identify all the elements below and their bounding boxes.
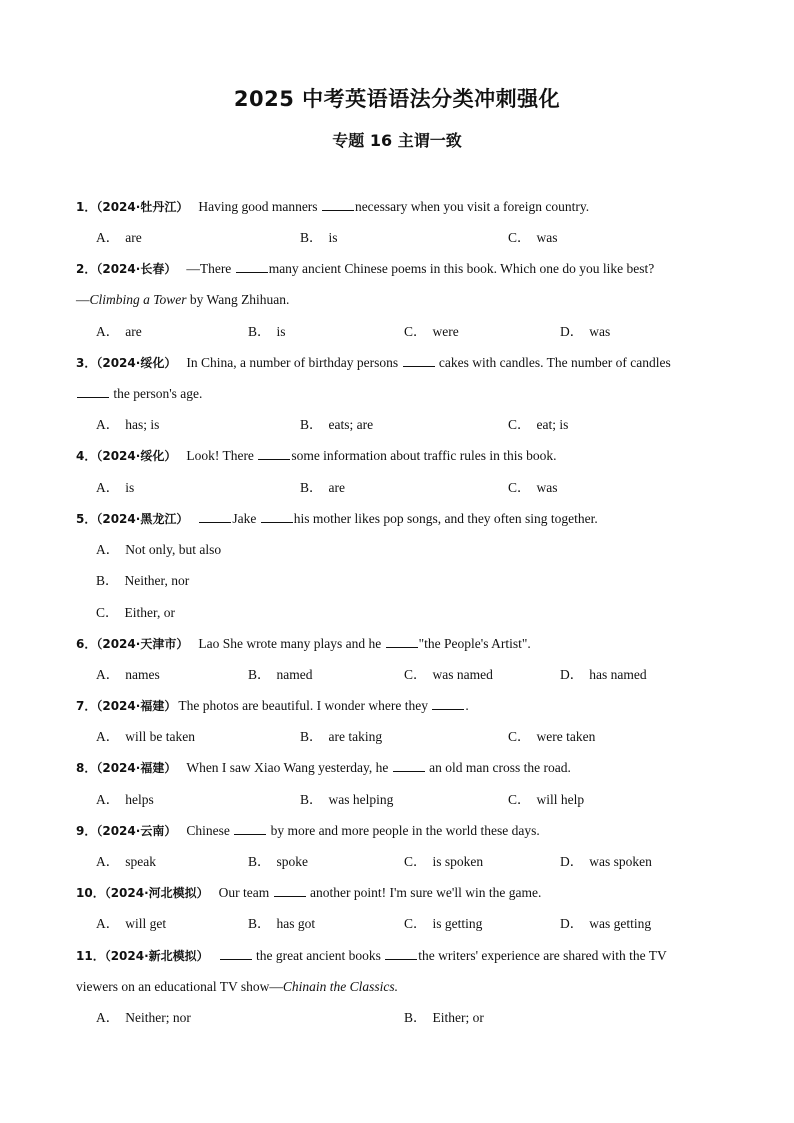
answer-blank[interactable]: [432, 697, 464, 710]
option-text: was spoken: [589, 854, 652, 869]
option-text: is spoken: [432, 854, 484, 869]
option-label: B．: [300, 417, 323, 432]
option-d[interactable]: [560, 666, 647, 684]
option-text: spoke: [276, 854, 309, 869]
question-text: cakes with candles. The number of candles: [435, 355, 671, 370]
option-b[interactable]: [300, 791, 393, 809]
question-text: When I saw Xiao Wang yesterday, he: [186, 760, 392, 775]
question-text: his mother likes pop songs, and they often sing together.: [293, 511, 598, 526]
question-source: （2024·新北模拟）: [104, 949, 209, 963]
option-c[interactable]: [508, 791, 584, 809]
option-text: speak: [125, 854, 156, 869]
option-label: C．: [508, 230, 531, 245]
question-text: Look! There: [186, 448, 258, 463]
option-a[interactable]: [96, 728, 195, 746]
option-text: has got: [276, 916, 316, 931]
answer-blank[interactable]: [258, 447, 290, 460]
option-label: C．: [508, 792, 531, 807]
question-source: （2024·云南）: [96, 824, 177, 838]
option-label: D．: [560, 916, 584, 931]
option-b[interactable]: [248, 666, 313, 684]
option-c[interactable]: [404, 915, 482, 933]
question-text: Climbing a Tower: [89, 292, 187, 307]
question-number: 10．: [76, 886, 105, 900]
question-2: [76, 260, 736, 278]
answer-blank[interactable]: [322, 198, 354, 211]
question-text: Chinain the Classics.: [282, 979, 398, 994]
option-text: will be taken: [125, 729, 195, 744]
option-c[interactable]: [404, 666, 493, 684]
option-text: Neither; nor: [125, 1010, 191, 1025]
option-text: will help: [536, 792, 585, 807]
option-label: C．: [96, 605, 119, 620]
question-source: （2024·河北模拟）: [104, 886, 209, 900]
option-label: C．: [404, 324, 427, 339]
option-c[interactable]: [508, 728, 595, 746]
option-text: eats; are: [328, 417, 374, 432]
option-text: Neither, nor: [124, 573, 190, 588]
answer-blank[interactable]: [385, 947, 417, 960]
answer-blank[interactable]: [261, 510, 293, 523]
question-11-line-2: [76, 978, 736, 996]
question-text: Chinese: [186, 823, 234, 838]
option-text: eat; is: [536, 417, 569, 432]
option-b[interactable]: [96, 572, 189, 590]
answer-blank[interactable]: [236, 260, 268, 273]
option-label: A．: [96, 417, 120, 432]
option-label: B．: [300, 230, 323, 245]
option-a[interactable]: [96, 229, 142, 247]
option-text: was helping: [328, 792, 394, 807]
question-text: The photos are beautiful. I wonder where they: [178, 698, 432, 713]
question-number: 3．: [76, 356, 97, 370]
question-3-line-2: [76, 385, 736, 403]
option-label: A．: [96, 324, 120, 339]
question-7: [76, 697, 736, 715]
option-d[interactable]: [560, 323, 610, 341]
option-label: A．: [96, 729, 120, 744]
option-c[interactable]: [404, 323, 459, 341]
question-text: viewers on an educational TV show—: [76, 979, 283, 994]
option-text: is: [328, 230, 338, 245]
question-number: 1．: [76, 200, 97, 214]
option-label: D．: [560, 667, 584, 682]
question-8: [76, 759, 736, 777]
question-text: .: [465, 698, 469, 713]
option-c[interactable]: [96, 604, 175, 622]
question-number: 9．: [76, 824, 97, 838]
option-text: was getting: [589, 916, 652, 931]
option-b[interactable]: [404, 1009, 484, 1027]
option-a[interactable]: [96, 323, 142, 341]
question-text: Having good manners: [198, 199, 321, 214]
option-b[interactable]: [300, 229, 338, 247]
question-5: [76, 510, 736, 528]
question-text: Our team: [218, 885, 273, 900]
option-b[interactable]: [300, 416, 373, 434]
option-c[interactable]: [404, 853, 483, 871]
question-number: 4．: [76, 449, 97, 463]
question-source: （2024·天津市）: [96, 637, 189, 651]
option-label: C．: [508, 729, 531, 744]
question-number: 5．: [76, 512, 97, 526]
question-text: Lao She wrote many plays and he: [198, 636, 385, 651]
option-label: A．: [96, 230, 120, 245]
question-number: 6．: [76, 637, 97, 651]
option-text: will get: [125, 916, 167, 931]
question-text: "the People's Artist".: [418, 636, 531, 651]
option-text: were taken: [536, 729, 596, 744]
option-label: A．: [96, 916, 120, 931]
question-source: （2024·绥化）: [96, 449, 177, 463]
option-a[interactable]: [96, 416, 159, 434]
question-2-line-2: [76, 291, 736, 309]
option-text: was: [536, 230, 558, 245]
option-text: are: [125, 324, 142, 339]
answer-blank[interactable]: [393, 759, 425, 772]
answer-blank[interactable]: [274, 884, 306, 897]
option-a[interactable]: [96, 853, 156, 871]
option-b[interactable]: [248, 853, 308, 871]
option-c[interactable]: [508, 229, 558, 247]
option-text: is: [276, 324, 286, 339]
option-d[interactable]: [560, 853, 652, 871]
question-text: another point! I'm sure we'll win the game.: [306, 885, 542, 900]
option-label: C．: [508, 480, 531, 495]
question-9: [76, 822, 736, 840]
option-a[interactable]: [96, 791, 154, 809]
answer-blank[interactable]: [77, 385, 109, 398]
question-text: an old man cross the road.: [425, 760, 571, 775]
question-text: many ancient Chinese poems in this book. Which one do you like best?: [268, 261, 655, 276]
question-source: （2024·福建）: [96, 761, 177, 775]
option-b[interactable]: [248, 915, 315, 933]
option-c[interactable]: [508, 416, 568, 434]
option-a[interactable]: [96, 541, 221, 559]
option-b[interactable]: [300, 728, 382, 746]
option-text: was: [536, 480, 558, 495]
question-source: （2024·长春）: [96, 262, 177, 276]
question-3: [76, 354, 736, 372]
option-b[interactable]: [248, 323, 286, 341]
page-subtitle: 专题 16 主谓一致: [332, 131, 462, 150]
option-text: is: [125, 480, 135, 495]
option-d[interactable]: [560, 915, 651, 933]
question-4: [76, 447, 736, 465]
question-text: by more and more people in the world these days.: [267, 823, 540, 838]
question-text: the person's age.: [110, 386, 203, 401]
option-label: A．: [96, 667, 120, 682]
question-number: 2．: [76, 262, 97, 276]
option-label: A．: [96, 542, 120, 557]
page-title: 2025 中考英语语法分类冲刺强化: [233, 87, 561, 111]
option-label: A．: [96, 792, 120, 807]
question-6: [76, 635, 736, 653]
question-text: necessary when you visit a foreign country.: [354, 199, 590, 214]
question-text: —There: [186, 261, 235, 276]
option-label: B．: [404, 1010, 427, 1025]
question-10: [76, 884, 736, 902]
question-text: In China, a number of birthday persons: [186, 355, 402, 370]
option-c[interactable]: [508, 479, 558, 497]
option-a[interactable]: [96, 666, 160, 684]
option-a[interactable]: [96, 1009, 191, 1027]
question-text: Jake: [232, 511, 260, 526]
question-number: 11．: [76, 949, 105, 963]
option-text: has; is: [125, 417, 160, 432]
option-label: B．: [300, 480, 323, 495]
question-source: （2024·牡丹江）: [96, 200, 189, 214]
option-text: helps: [125, 792, 154, 807]
option-label: B．: [248, 916, 271, 931]
option-text: are: [328, 480, 345, 495]
option-label: B．: [96, 573, 119, 588]
question-source: （2024·福建）: [96, 699, 177, 713]
option-label: A．: [96, 854, 120, 869]
option-b[interactable]: [300, 479, 345, 497]
option-text: Either; or: [432, 1010, 484, 1025]
answer-blank[interactable]: [220, 947, 252, 960]
answer-blank[interactable]: [403, 354, 435, 367]
option-text: were: [432, 324, 459, 339]
option-a[interactable]: [96, 479, 134, 497]
question-source: （2024·绥化）: [96, 356, 177, 370]
option-text: Either, or: [124, 605, 175, 620]
question-source: （2024·黑龙江）: [96, 512, 189, 526]
option-text: names: [125, 667, 160, 682]
option-text: Not only, but also: [125, 542, 222, 557]
option-label: B．: [300, 729, 323, 744]
option-text: has named: [589, 667, 647, 682]
option-text: are: [125, 230, 142, 245]
option-label: A．: [96, 480, 120, 495]
option-label: C．: [404, 854, 427, 869]
answer-blank[interactable]: [386, 635, 418, 648]
option-label: D．: [560, 324, 584, 339]
option-label: B．: [248, 667, 271, 682]
question-text: by Wang Zhihuan.: [186, 292, 290, 307]
question-text: the great ancient books: [252, 948, 385, 963]
question-text: —: [76, 292, 90, 307]
option-label: D．: [560, 854, 584, 869]
option-text: was named: [432, 667, 493, 682]
option-text: was: [589, 324, 611, 339]
question-1: [76, 198, 736, 216]
answer-blank[interactable]: [234, 822, 266, 835]
option-label: C．: [404, 916, 427, 931]
option-label: C．: [404, 667, 427, 682]
option-text: named: [276, 667, 313, 682]
option-text: is getting: [432, 916, 483, 931]
question-text: some information about traffic rules in this book.: [291, 448, 557, 463]
option-label: B．: [300, 792, 323, 807]
option-label: B．: [248, 324, 271, 339]
question-number: 7．: [76, 699, 97, 713]
question-text: the writers' experience are shared with the TV: [418, 948, 667, 963]
question-11: [76, 947, 736, 965]
option-label: C．: [508, 417, 531, 432]
answer-blank[interactable]: [199, 510, 231, 523]
option-a[interactable]: [96, 915, 166, 933]
option-label: B．: [248, 854, 271, 869]
question-number: 8．: [76, 761, 97, 775]
option-text: are taking: [328, 729, 383, 744]
option-label: A．: [96, 1010, 120, 1025]
